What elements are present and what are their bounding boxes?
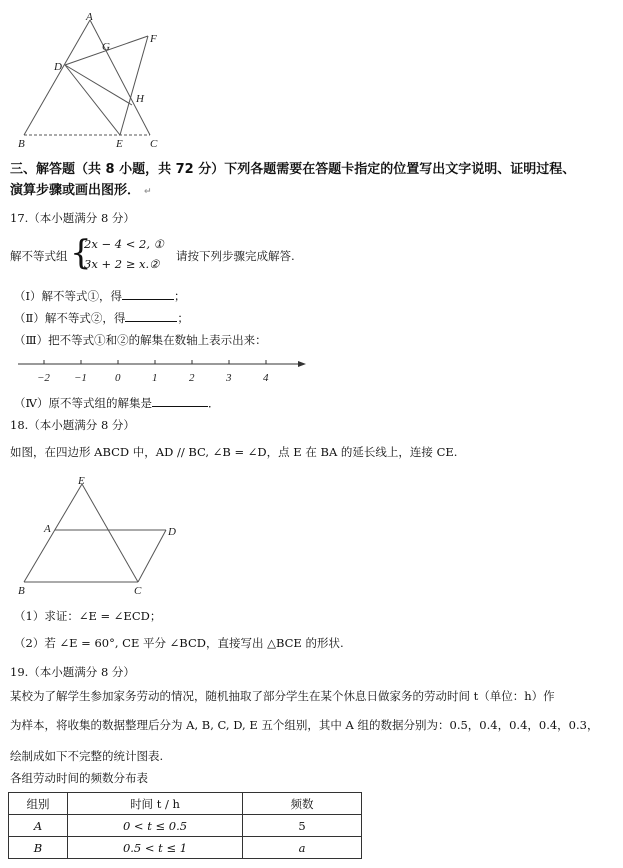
- q17-ineq1: 2x − 4 < 2, ①: [84, 237, 164, 251]
- table-row: [9, 815, 362, 837]
- fig1-label-d: D: [54, 61, 62, 73]
- table-header-cell: 组别: [9, 793, 68, 815]
- q17-step4: （Ⅳ）原不等式组的解集是 ．: [14, 396, 220, 410]
- q17-step1: （Ⅰ）解不等式①，得 ；: [14, 289, 186, 303]
- q17-system: [10, 233, 350, 276]
- tick-label: 0: [115, 372, 121, 384]
- q18-part2: （2）若 ∠E = 60°, CE 平分 ∠BCD，直接写出 △BCE 的形状.: [14, 636, 344, 650]
- fig2-label-a: A: [44, 523, 51, 535]
- fig1-label-h: H: [136, 93, 144, 105]
- q19-header: 19.（本小题满分 8 分）: [10, 665, 135, 679]
- fig2-label-c: C: [134, 585, 142, 597]
- tick-label: 2: [189, 372, 195, 384]
- number-line: [18, 355, 308, 387]
- tick-label: 3: [226, 372, 232, 384]
- frequency-table: [8, 792, 362, 859]
- table-cell: B: [9, 837, 68, 859]
- fig2-label-e: E: [78, 475, 85, 487]
- section-3-title: 三、解答题（共 8 小题，共 72 分）下列各题需要在答题卡指定的位置写出文字说明、证明过程、: [10, 162, 576, 177]
- fig1-label-g: G: [102, 41, 110, 53]
- table-header-cell: 时间 t / h: [68, 793, 243, 815]
- tick-label: 4: [263, 372, 269, 384]
- table-row: [9, 837, 362, 859]
- q19-table-title: 各组劳动时间的频数分布表: [10, 771, 148, 785]
- tick-label: −1: [74, 372, 87, 384]
- table-cell: 0.5 < t ≤ 1: [68, 837, 243, 859]
- q17-step3: （Ⅲ）把不等式①和②的解集在数轴上表示出来：: [14, 333, 267, 347]
- q17-step2: （Ⅱ）解不等式②，得 ；: [14, 311, 189, 325]
- fig1-label-e: E: [116, 138, 123, 150]
- q18-stem: 如图，在四边形 ABCD 中，AD // BC, ∠B = ∠D，点 E 在 BA 的延长线上，连接 CE.: [10, 445, 458, 459]
- fig1-label-f: F: [150, 33, 157, 45]
- tick-label: 1: [152, 372, 158, 384]
- tick-label: −2: [37, 372, 50, 384]
- brace-symbol: {: [70, 233, 92, 273]
- geometry-figure-1: [10, 10, 180, 150]
- table-cell: 5: [243, 815, 362, 837]
- q19-line3: 绘制成如下不完整的统计图表.: [10, 749, 164, 763]
- section-3-title-cont: 演算步骤或画出图形． ↵: [10, 183, 152, 198]
- q18-part1: （1）求证：∠E = ∠ECD；: [14, 609, 162, 623]
- table-header-row: [9, 793, 362, 815]
- q17-instruction: 请按下列步骤完成解答.: [176, 249, 295, 263]
- table-cell: a: [243, 837, 362, 859]
- fig1-label-b: B: [18, 138, 25, 150]
- q17-ineq2: 3x + 2 ≥ x.②: [84, 257, 160, 271]
- fig1-label-c: C: [150, 138, 158, 150]
- table-cell: 0 < t ≤ 0.5: [68, 815, 243, 837]
- fig2-label-b: B: [18, 585, 25, 597]
- q19-line2: 为样本，将收集的数据整理后分为 A, B, C, D, E 五个组别，其中 A 组的数据分别为：0.5，0.4，0.4，0.4，0.3，: [10, 718, 599, 732]
- fig1-label-a: A: [86, 11, 93, 23]
- fig2-label-d: D: [168, 526, 176, 538]
- table-header-cell: 频数: [243, 793, 362, 815]
- q18-header: 18.（本小题满分 8 分）: [10, 418, 135, 432]
- q17-intro: 解不等式组: [10, 249, 68, 263]
- q19-line1: 某校为了解学生参加家务劳动的情况，随机抽取了部分学生在某个休息日做家务的劳动时间 t（单位：h）作: [10, 689, 555, 703]
- geometry-figure-2: [10, 472, 185, 602]
- table-cell: A: [9, 815, 68, 837]
- q17-header: 17.（本小题满分 8 分）: [10, 211, 135, 225]
